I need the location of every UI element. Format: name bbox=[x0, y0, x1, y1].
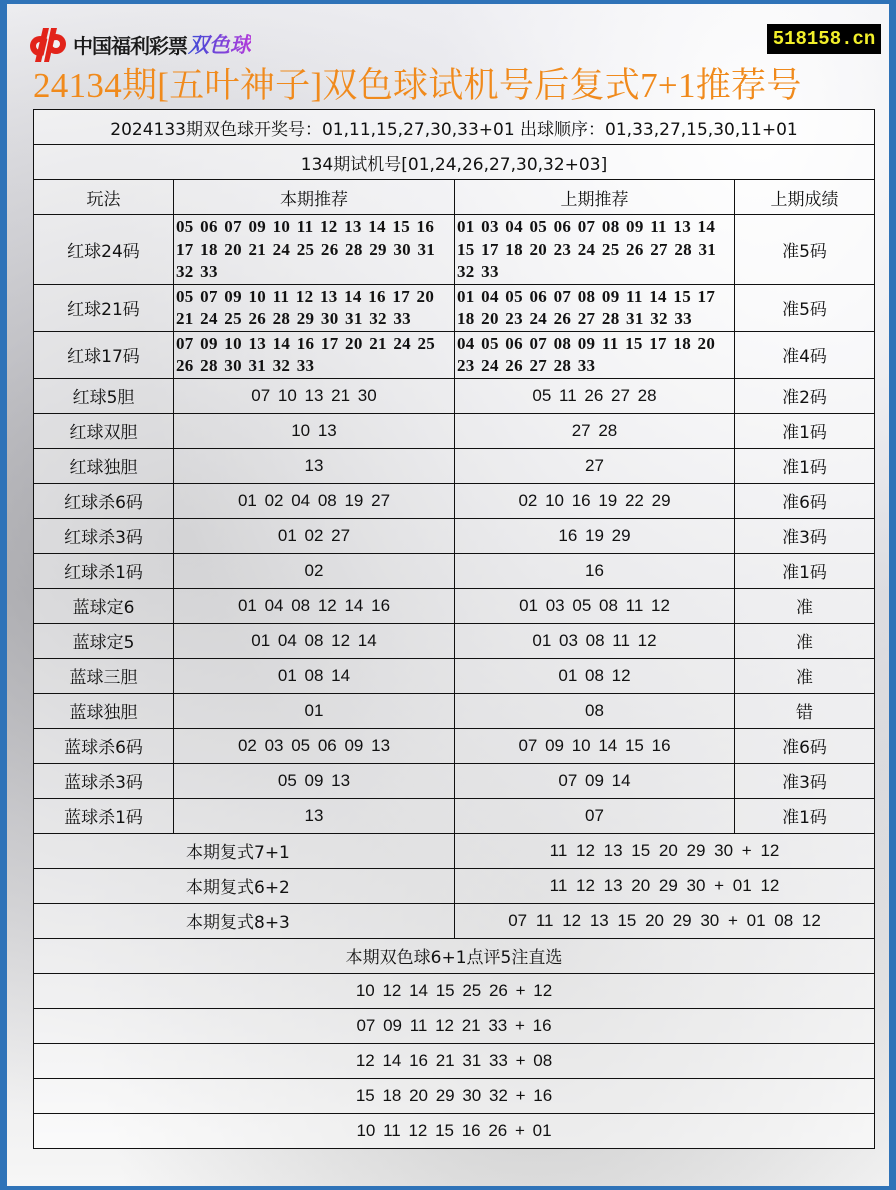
result-cell: 准 bbox=[735, 658, 875, 693]
current-cell: 13 bbox=[174, 798, 455, 833]
previous-cell: 01 08 12 bbox=[455, 658, 735, 693]
pick-row bbox=[34, 1008, 875, 1043]
result-cell: 准6码 bbox=[735, 483, 875, 518]
pick-item: 12 14 16 21 31 33 + 08 bbox=[34, 1043, 875, 1078]
current-cell: 01 02 27 bbox=[174, 518, 455, 553]
current-cell: 05 07 09 10 11 12 13 14 16 17 20 21 24 25 26 28 29 30 31 32 33 bbox=[174, 284, 455, 331]
column-header-current: 本期推荐 bbox=[174, 180, 455, 215]
current-cell: 10 13 bbox=[174, 413, 455, 448]
result-cell: 准1码 bbox=[735, 798, 875, 833]
previous-cell: 01 03 04 05 06 07 08 09 11 13 14 15 17 18 20 23 24 25 26 27 28 31 32 33 bbox=[455, 215, 735, 285]
previous-cell: 01 04 05 06 07 08 09 11 14 15 17 18 20 23 24 26 27 28 31 32 33 bbox=[455, 284, 735, 331]
current-cell: 07 10 13 21 30 bbox=[174, 378, 455, 413]
table-row bbox=[34, 378, 875, 413]
current-cell: 01 bbox=[174, 693, 455, 728]
test-number-text: 134期试机号[01,24,26,27,30,32+03] bbox=[34, 145, 875, 180]
picks-heading: 本期双色球6+1点评5注直选 bbox=[34, 938, 875, 973]
previous-cell: 07 09 14 bbox=[455, 763, 735, 798]
complex-value: 07 11 12 13 15 20 29 30 + 01 08 12 bbox=[455, 903, 875, 938]
play-cell: 蓝球杀1码 bbox=[34, 798, 174, 833]
column-header-result: 上期成绩 bbox=[735, 180, 875, 215]
table-row bbox=[34, 763, 875, 798]
previous-cell: 27 bbox=[455, 448, 735, 483]
current-cell: 01 02 04 08 19 27 bbox=[174, 483, 455, 518]
play-cell: 红球17码 bbox=[34, 331, 174, 378]
complex-label: 本期复式6+2 bbox=[34, 868, 455, 903]
picks-heading-row bbox=[34, 938, 875, 973]
previous-cell: 07 bbox=[455, 798, 735, 833]
result-cell: 准6码 bbox=[735, 728, 875, 763]
table-row bbox=[34, 798, 875, 833]
welfare-lottery-logo-icon bbox=[25, 26, 69, 62]
draw-result-row bbox=[34, 110, 875, 145]
table-row bbox=[34, 658, 875, 693]
complex-label: 本期复式8+3 bbox=[34, 903, 455, 938]
table-row bbox=[34, 553, 875, 588]
previous-cell: 02 10 16 19 22 29 bbox=[455, 483, 735, 518]
previous-cell: 07 09 10 14 15 16 bbox=[455, 728, 735, 763]
current-cell: 05 06 07 09 10 11 12 13 14 15 16 17 18 20 21 24 25 26 28 29 30 31 32 33 bbox=[174, 215, 455, 285]
result-cell: 准3码 bbox=[735, 763, 875, 798]
logo-text: 中国福利彩票 bbox=[73, 33, 187, 58]
table-row bbox=[34, 693, 875, 728]
complex-row bbox=[34, 833, 875, 868]
play-cell: 红球杀6码 bbox=[34, 483, 174, 518]
pick-item: 10 11 12 15 16 26 + 01 bbox=[34, 1113, 875, 1148]
current-cell: 01 04 08 12 14 bbox=[174, 623, 455, 658]
result-cell: 准 bbox=[735, 623, 875, 658]
play-cell: 蓝球独胆 bbox=[34, 693, 174, 728]
pick-item: 10 12 14 15 25 26 + 12 bbox=[34, 973, 875, 1008]
complex-row bbox=[34, 903, 875, 938]
header bbox=[7, 4, 895, 109]
pick-row bbox=[34, 1113, 875, 1148]
previous-cell: 08 bbox=[455, 693, 735, 728]
play-cell: 红球5胆 bbox=[34, 378, 174, 413]
logo-brand: 双色球 bbox=[188, 29, 251, 59]
complex-value: 11 12 13 15 20 29 30 + 12 bbox=[455, 833, 875, 868]
previous-cell: 04 05 06 07 08 09 11 15 17 18 20 23 24 26 27 28 33 bbox=[455, 331, 735, 378]
table-row bbox=[34, 518, 875, 553]
table-row bbox=[34, 588, 875, 623]
current-cell: 02 bbox=[174, 553, 455, 588]
current-cell: 02 03 05 06 09 13 bbox=[174, 728, 455, 763]
test-number-row bbox=[34, 145, 875, 180]
pick-item: 15 18 20 29 30 32 + 16 bbox=[34, 1078, 875, 1113]
previous-cell: 16 19 29 bbox=[455, 518, 735, 553]
complex-value: 11 12 13 20 29 30 + 01 12 bbox=[455, 868, 875, 903]
result-cell: 准3码 bbox=[735, 518, 875, 553]
play-cell: 红球杀3码 bbox=[34, 518, 174, 553]
table-row bbox=[34, 215, 875, 285]
previous-cell: 05 11 26 27 28 bbox=[455, 378, 735, 413]
current-cell: 05 09 13 bbox=[174, 763, 455, 798]
current-cell: 01 04 08 12 14 16 bbox=[174, 588, 455, 623]
result-cell: 准1码 bbox=[735, 413, 875, 448]
table-row bbox=[34, 448, 875, 483]
table-row bbox=[34, 623, 875, 658]
page-frame bbox=[4, 4, 892, 1186]
result-cell: 准 bbox=[735, 588, 875, 623]
table-row bbox=[34, 728, 875, 763]
previous-cell: 01 03 05 08 11 12 bbox=[455, 588, 735, 623]
play-cell: 蓝球定6 bbox=[34, 588, 174, 623]
lottery-logo bbox=[25, 26, 251, 62]
complex-label: 本期复式7+1 bbox=[34, 833, 455, 868]
play-cell: 红球独胆 bbox=[34, 448, 174, 483]
site-badge[interactable]: 518158.cn bbox=[767, 24, 881, 54]
result-cell: 准2码 bbox=[735, 378, 875, 413]
result-cell: 准5码 bbox=[735, 284, 875, 331]
recommendation-table bbox=[33, 109, 875, 1149]
play-cell: 红球24码 bbox=[34, 215, 174, 285]
previous-cell: 27 28 bbox=[455, 413, 735, 448]
previous-cell: 01 03 08 11 12 bbox=[455, 623, 735, 658]
complex-row bbox=[34, 868, 875, 903]
table-header-row bbox=[34, 180, 875, 215]
current-cell: 01 08 14 bbox=[174, 658, 455, 693]
play-cell: 蓝球杀3码 bbox=[34, 763, 174, 798]
previous-cell: 16 bbox=[455, 553, 735, 588]
table-row bbox=[34, 284, 875, 331]
current-cell: 13 bbox=[174, 448, 455, 483]
result-cell: 准1码 bbox=[735, 448, 875, 483]
result-cell: 错 bbox=[735, 693, 875, 728]
page-title: 24134期[五叶神子]双色球试机号后复式7+1推荐号 bbox=[33, 66, 802, 105]
current-cell: 07 09 10 13 14 16 17 20 21 24 25 26 28 30 31 32 33 bbox=[174, 331, 455, 378]
play-cell: 蓝球三胆 bbox=[34, 658, 174, 693]
play-cell: 红球双胆 bbox=[34, 413, 174, 448]
pick-row bbox=[34, 1043, 875, 1078]
table-row bbox=[34, 483, 875, 518]
play-cell: 红球21码 bbox=[34, 284, 174, 331]
play-cell: 蓝球杀6码 bbox=[34, 728, 174, 763]
play-cell: 红球杀1码 bbox=[34, 553, 174, 588]
result-cell: 准4码 bbox=[735, 331, 875, 378]
pick-row bbox=[34, 1078, 875, 1113]
result-cell: 准1码 bbox=[735, 553, 875, 588]
column-header-play: 玩法 bbox=[34, 180, 174, 215]
draw-result-text: 2024133期双色球开奖号：01,11,15,27,30,33+01 出球顺序：01,33,27,15,30,11+01 bbox=[34, 110, 875, 145]
result-cell: 准5码 bbox=[735, 215, 875, 285]
pick-item: 07 09 11 12 21 33 + 16 bbox=[34, 1008, 875, 1043]
table-row bbox=[34, 331, 875, 378]
play-cell: 蓝球定5 bbox=[34, 623, 174, 658]
table-row bbox=[34, 413, 875, 448]
column-header-previous: 上期推荐 bbox=[455, 180, 735, 215]
pick-row bbox=[34, 973, 875, 1008]
